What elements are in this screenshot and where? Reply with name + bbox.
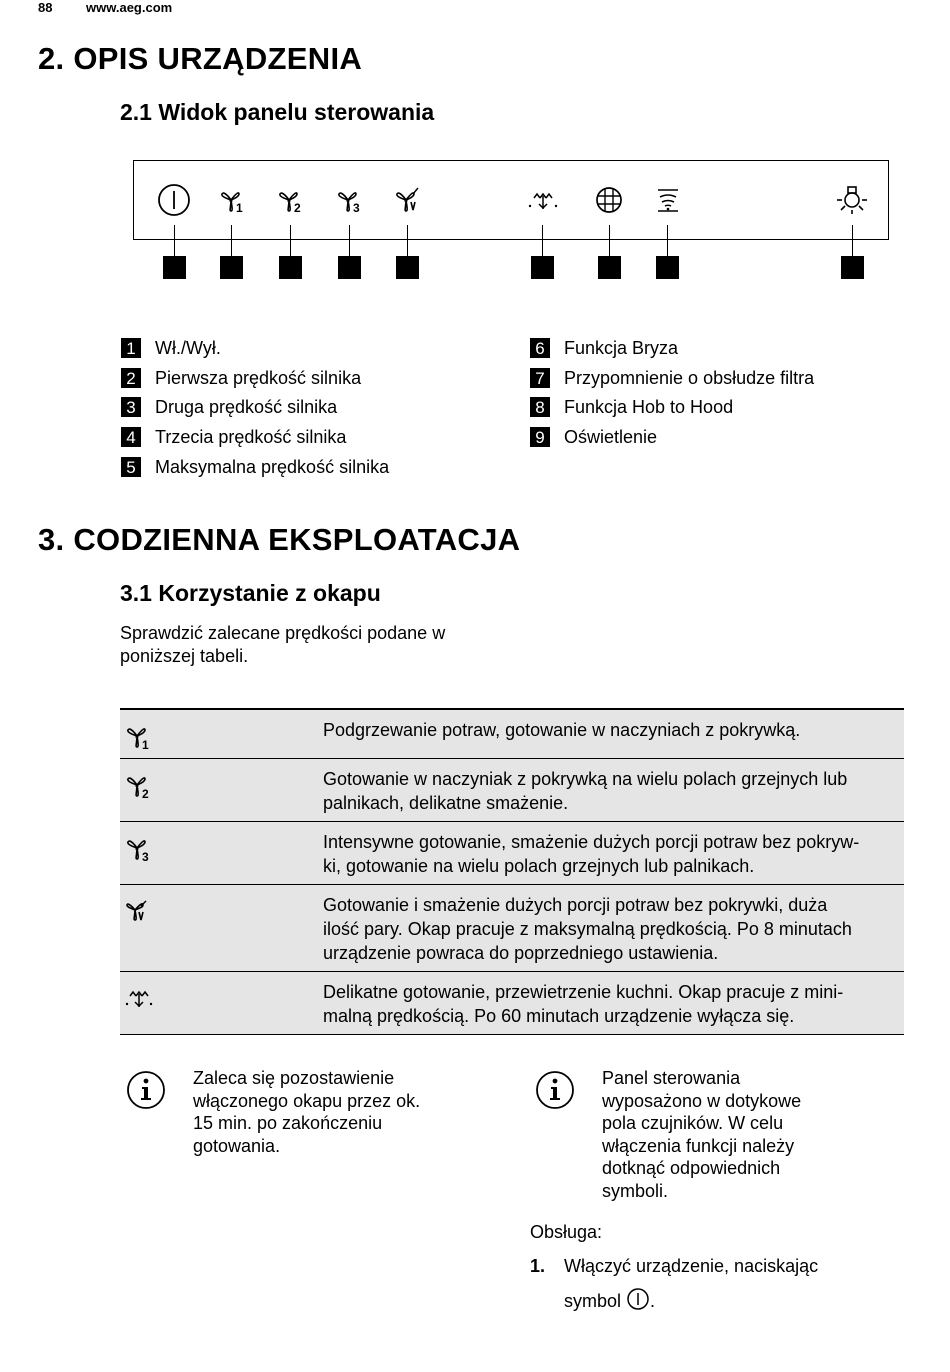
filter-icon	[591, 182, 627, 218]
fan-speed-3-icon	[333, 182, 369, 218]
fan-speed-1-icon	[124, 722, 160, 752]
step-1-text: Włączyć urządzenie, naciskając	[564, 1256, 819, 1276]
legend-number: 2	[121, 368, 141, 388]
intro-text: Sprawdzić zalecane prędkości podane w poniższej tabeli.	[120, 623, 446, 666]
table-row	[120, 710, 904, 759]
table-row	[120, 822, 904, 885]
legend-label: Funkcja Bryza	[564, 338, 679, 358]
table-row	[120, 885, 904, 972]
table-row	[120, 759, 904, 822]
fan-speed-3-icon	[124, 834, 160, 864]
table-cell-description: Delikatne gotowanie, przewietrzenie kuchni. Okap pracuje z mini- malną prędkością. Po 60 minutach urządzenie wyłącza się.	[323, 982, 844, 1026]
info-icon	[126, 1070, 166, 1110]
fan-max-icon	[391, 182, 427, 218]
power-icon	[156, 182, 192, 218]
legend-number: 6	[530, 338, 550, 358]
legend-number: 1	[121, 338, 141, 358]
fan-max-icon	[124, 897, 160, 927]
fan-speed-1-icon	[216, 182, 252, 218]
callout-marker-3	[279, 256, 302, 279]
callout-marker-7	[598, 256, 621, 279]
table-cell-description: Intensywne gotowanie, smażenie dużych porcji potraw bez pokryw- ki, gotowanie na wielu polach grzejnych lub palnikach.	[323, 832, 860, 876]
legend-number: 5	[121, 457, 141, 477]
section-2-1-subtitle: 2.1 Widok panelu sterowania	[120, 99, 435, 125]
table-cell-description: Podgrzewanie potraw, gotowanie w naczyniach z pokrywką.	[323, 720, 801, 740]
svg-text:2: 2	[142, 787, 149, 801]
callout-marker-9	[841, 256, 864, 279]
callout-marker-4	[338, 256, 361, 279]
legend-number: 8	[530, 397, 550, 417]
step-1-number: 1.	[530, 1256, 546, 1276]
legend-item	[121, 337, 221, 359]
legend-item	[121, 367, 362, 389]
legend-label: Funkcja Hob to Hood	[564, 397, 734, 417]
svg-text:2: 2	[294, 201, 301, 215]
legend-label: Druga prędkość silnika	[155, 397, 338, 417]
section-3-1-subtitle: 3.1 Korzystanie z okapu	[120, 580, 381, 606]
light-icon	[834, 182, 870, 218]
breeze-icon	[524, 182, 560, 218]
callout-marker-5	[396, 256, 419, 279]
table-row	[120, 972, 904, 1035]
legend-label: Wł./Wył.	[155, 338, 221, 358]
website-url: www.aeg.com	[86, 0, 173, 15]
legend-item	[121, 456, 390, 478]
legend-label: Maksymalna prędkość silnika	[155, 457, 390, 477]
legend-item	[530, 337, 679, 359]
callout-marker-2	[220, 256, 243, 279]
speed-table	[120, 708, 904, 1035]
note-right: Panel sterowania wyposażono w dotykowe pola czujników. W celu włączenia funkcji należy dotknąć odpowiednich symboli.	[602, 1068, 802, 1201]
section-3-title: 3. CODZIENNA EKSPLOATACJA	[38, 522, 521, 557]
breeze-icon	[124, 984, 160, 1014]
legend-item	[530, 396, 734, 418]
hob-to-hood-icon	[650, 182, 686, 218]
callout-marker-8	[656, 256, 679, 279]
operation-label: Obsługa:	[530, 1222, 603, 1242]
fan-speed-2-icon	[274, 182, 310, 218]
legend-label: Oświetlenie	[564, 427, 658, 447]
svg-text:3: 3	[142, 850, 149, 864]
legend-number: 9	[530, 427, 550, 447]
section-2-title: 2. OPIS URZĄDZENIA	[38, 41, 363, 76]
legend-number: 7	[530, 368, 550, 388]
legend-item	[121, 396, 338, 418]
step-1-text-cont: symbol .	[564, 1287, 655, 1313]
legend-label: Trzecia prędkość silnika	[155, 427, 347, 447]
legend-number: 3	[121, 397, 141, 417]
note-left: Zaleca się pozostawienie włączonego okapu przez ok. 15 min. po zakończeniu gotowania.	[193, 1068, 421, 1156]
info-icon	[535, 1070, 575, 1110]
legend-label: Pierwsza prędkość silnika	[155, 368, 362, 388]
fan-speed-2-icon	[124, 771, 160, 801]
svg-text:3: 3	[353, 201, 360, 215]
table-cell-description: Gotowanie i smażenie dużych porcji potraw bez pokrywki, duża ilość pary. Okap pracuje z maksymalną prędkością. Po 8 minutach urządzenie powraca do poprzedniego ustawienia.	[323, 895, 852, 963]
legend-item	[121, 426, 347, 448]
svg-text:1: 1	[236, 201, 243, 215]
power-icon	[626, 1287, 650, 1311]
legend-number: 4	[121, 427, 141, 447]
svg-text:1: 1	[142, 738, 149, 752]
table-cell-description: Gotowanie w naczyniak z pokrywką na wielu polach grzejnych lub palnikach, delikatne smażenie.	[323, 769, 848, 813]
legend-item	[530, 367, 815, 389]
legend-item	[530, 426, 658, 448]
legend-label: Przypomnienie o obsłudze filtra	[564, 368, 815, 388]
callout-marker-1	[163, 256, 186, 279]
callout-marker-6	[531, 256, 554, 279]
page-number: 88	[38, 0, 53, 15]
